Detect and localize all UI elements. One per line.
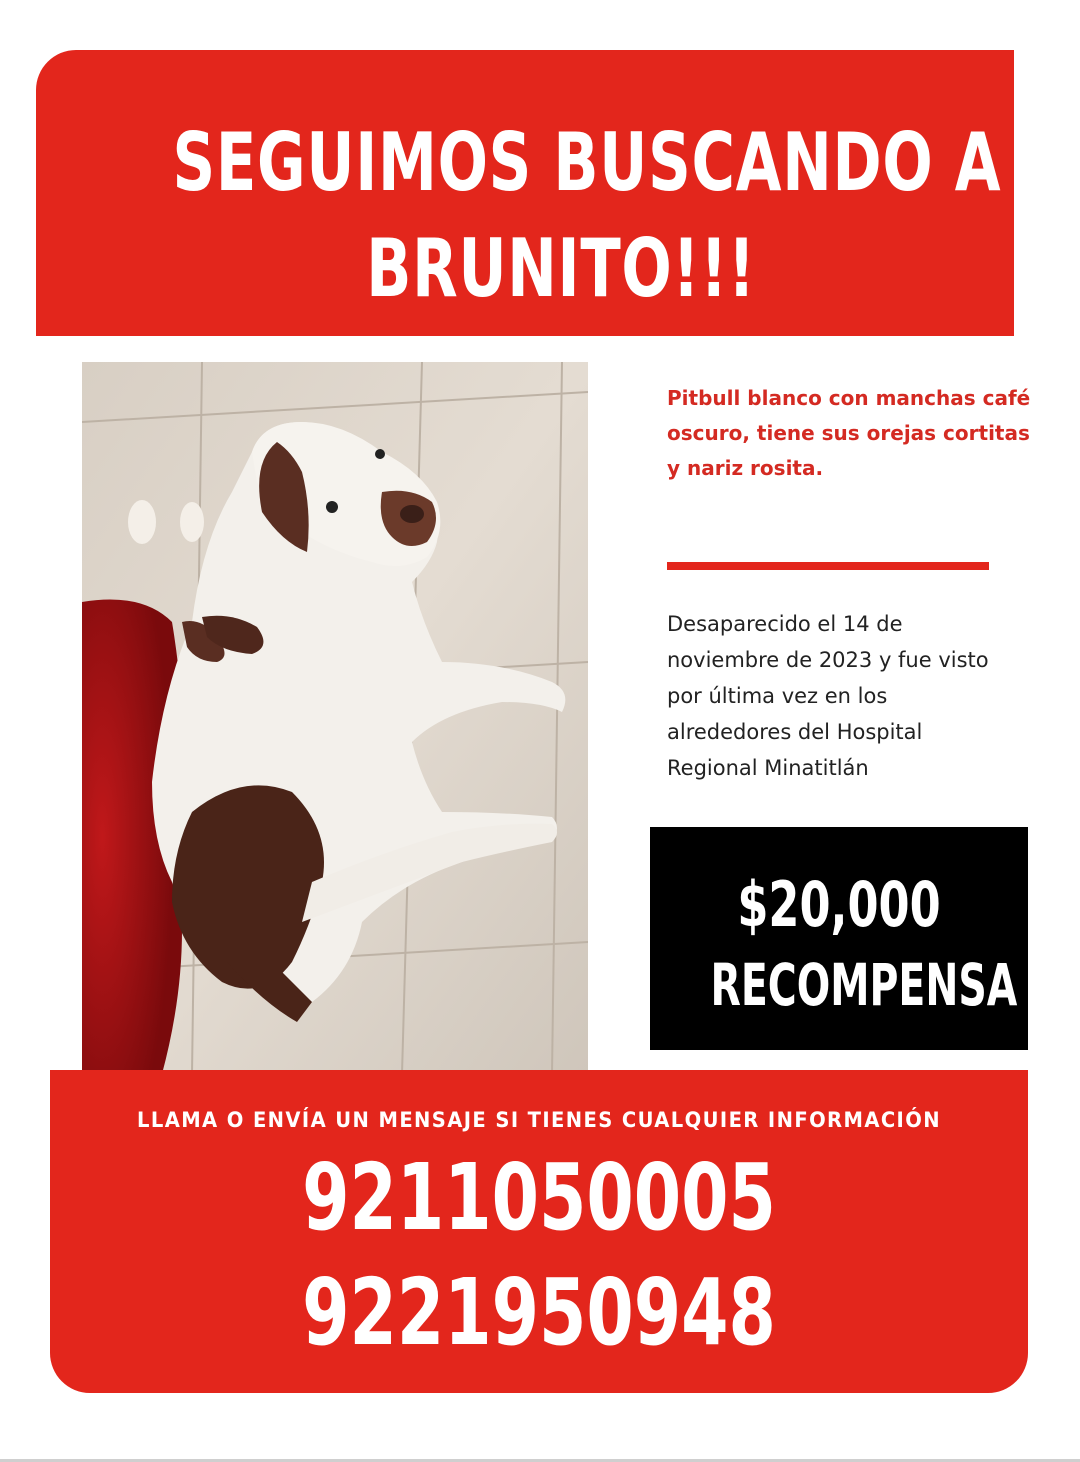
reward-label: RECOMPENSA — [710, 951, 1018, 1019]
headline — [172, 110, 1002, 322]
phone-number[interactable]: 9211050005 — [302, 1144, 776, 1251]
call-to-action: LLAMA O ENVÍA UN MENSAJE SI TIENES CUALQUIER INFORMACIÓN — [137, 1108, 941, 1132]
headline-line-2: BRUNITO!!! — [366, 222, 756, 315]
header-banner — [36, 50, 1014, 336]
dog-description: Pitbull blanco con manchas café oscuro, tiene sus orejas cortitas y nariz rosita. — [667, 386, 1031, 480]
reward-box — [650, 827, 1028, 1050]
contact-banner — [50, 1070, 1028, 1393]
headline-line-1: SEGUIMOS BUSCANDO A — [172, 116, 1002, 209]
reward-amount: $20,000 — [737, 868, 941, 941]
missing-info: Desaparecido el 14 de noviembre de 2023 y fue visto por última vez en los alrededores del Hospital Regional Minatitlán — [667, 612, 989, 780]
phone-number[interactable]: 9221950948 — [302, 1259, 776, 1366]
dog-photo — [82, 362, 588, 1074]
section-divider — [667, 562, 989, 570]
